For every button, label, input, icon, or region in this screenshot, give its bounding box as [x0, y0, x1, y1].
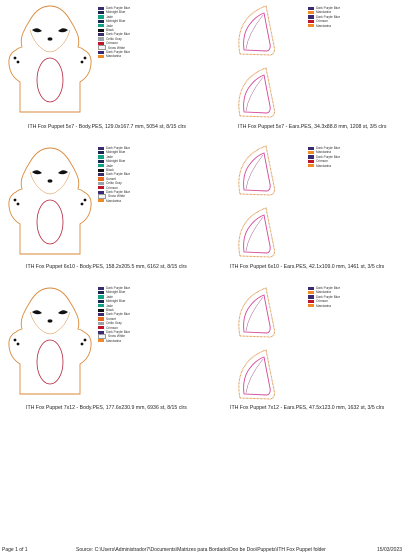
color-swatch	[98, 37, 104, 40]
color-name: Dark Purple Blue	[106, 49, 131, 54]
right-eye-icon	[58, 310, 68, 314]
ears-design-7x12	[228, 282, 308, 412]
color-swatch	[98, 182, 104, 185]
color-name: Midnight Blue	[106, 10, 126, 15]
color-swatch	[98, 304, 104, 307]
color-swatch	[98, 20, 104, 23]
left-eye-icon	[32, 310, 42, 314]
color-swatch	[98, 295, 104, 298]
fox-ears-embroidery	[228, 140, 308, 270]
color-name: Dark Purple Blue	[106, 189, 131, 194]
color-swatch	[98, 151, 104, 154]
color-name: Celtic Gray	[106, 321, 122, 326]
color-swatch	[98, 169, 104, 172]
color-name: Black	[106, 167, 114, 172]
paw-pad-icon	[84, 199, 87, 202]
color-swatch	[308, 300, 314, 303]
color-swatch	[98, 51, 104, 54]
color-swatch	[98, 317, 104, 320]
color-swatch	[98, 15, 104, 18]
color-swatch	[98, 173, 104, 176]
paw-pad-icon	[14, 199, 17, 202]
color-name: Dark Purple Blue	[316, 14, 341, 19]
left-eye-icon	[32, 170, 42, 174]
print-date: 15/03/2023	[377, 547, 403, 553]
face-mask-line	[30, 312, 70, 334]
bottom-ear-inner-outline	[244, 357, 271, 395]
legend-item	[98, 150, 130, 154]
bottom-ear-stitch-line	[246, 217, 263, 251]
color-swatch	[98, 164, 104, 167]
bottom-ear-inner-outline	[244, 75, 271, 113]
bottom-ear-stitch-line	[246, 77, 263, 111]
paw-pad-icon	[14, 339, 17, 342]
color-swatch	[308, 20, 314, 23]
legend-item	[98, 339, 130, 343]
legend-item	[308, 304, 340, 308]
caption-ears-7x12: ITH Fox Puppet 7x12 - Ears.PES, 47.5x123.0 mm, 1632 st, 3/5 clrs	[230, 405, 385, 411]
color-name: Midnight Blue	[106, 299, 126, 304]
color-name: Crimson	[316, 19, 328, 24]
color-name: Dark Purple Blue	[316, 286, 341, 290]
right-eye-icon	[58, 170, 68, 174]
color-name: Celtic Gray	[106, 181, 122, 186]
color-swatch	[308, 11, 314, 14]
color-name: Mandarina	[316, 150, 332, 155]
color-name: Crimson	[316, 299, 328, 304]
paw-pad-icon	[81, 61, 84, 64]
legend-item	[308, 24, 340, 28]
top-ear-stitch-line	[246, 297, 263, 331]
color-swatch	[308, 15, 314, 18]
fox-body-embroidery	[0, 142, 100, 257]
color-name: Dark Purple Blue	[106, 286, 131, 290]
color-name: Dark Purple Blue	[316, 294, 341, 299]
color-name: Black	[106, 307, 114, 312]
ears-design-6x10	[228, 140, 308, 270]
legend-item	[98, 290, 130, 294]
color-name: Jade	[106, 154, 113, 159]
color-name: Celtic Gray	[106, 36, 122, 41]
color-name: Snow White	[108, 194, 126, 199]
color-swatch	[98, 339, 104, 342]
bottom-ear-stitch-line	[246, 359, 263, 393]
fox-body-embroidery	[0, 282, 100, 397]
color-swatch	[98, 287, 104, 290]
color-name: Dark Purple Blue	[316, 154, 341, 159]
paw-pad-icon	[84, 57, 87, 60]
paw-pad-icon	[17, 61, 20, 64]
paw-pad-icon	[84, 339, 87, 342]
color-swatch	[98, 322, 104, 325]
top-ear-inner-outline	[244, 153, 271, 191]
legend-item	[98, 19, 130, 23]
caption-ears-6x10: ITH Fox Puppet 6x10 - Ears.PES, 42.1x109.0 mm, 1461 st, 3/5 clrs	[230, 264, 385, 270]
color-name: Mandarina	[316, 303, 332, 308]
color-legend-ears-5x7	[308, 6, 340, 28]
belly-outline	[37, 58, 63, 102]
color-swatch	[98, 29, 104, 32]
paw-pad-icon	[81, 343, 84, 346]
color-name: Sunset	[106, 176, 116, 181]
puppet-outline	[9, 6, 91, 112]
legend-item	[98, 299, 130, 303]
color-legend-body-6x10	[98, 146, 130, 203]
page-number: Page 1 of 1	[2, 547, 28, 553]
color-swatch	[98, 186, 104, 189]
color-name: Midnight Blue	[106, 150, 126, 155]
color-swatch	[308, 155, 314, 158]
nose-icon	[48, 37, 53, 40]
puppet-outline	[9, 148, 91, 254]
color-name: Midnight Blue	[106, 159, 126, 164]
legend-item	[98, 54, 130, 58]
color-name: Mandarina	[106, 338, 122, 343]
color-name: Sunset	[106, 316, 116, 321]
color-name: Dark Purple Blue	[106, 146, 131, 150]
color-name: Midnight Blue	[106, 290, 126, 295]
caption-body-7x12: ITH Fox Puppet 7x12 - Body.PES, 177.6x230.9 mm, 6936 st, 8/15 clrs	[26, 405, 187, 411]
color-name: Dark Purple Blue	[106, 32, 131, 37]
color-name: Jade	[106, 163, 113, 168]
color-swatch	[308, 24, 314, 27]
color-swatch	[308, 295, 314, 298]
color-legend-body-7x12	[98, 286, 130, 343]
color-name: Mandarina	[106, 198, 122, 203]
top-ear-inner-outline	[244, 13, 271, 51]
color-swatch	[308, 287, 314, 290]
color-swatch	[98, 11, 104, 14]
color-name: Dark Purple Blue	[316, 6, 341, 10]
fox-ears-embroidery	[228, 0, 308, 130]
color-name: Mandarina	[316, 163, 332, 168]
color-name: Snow White	[108, 334, 126, 339]
color-swatch	[98, 291, 104, 294]
belly-outline	[37, 200, 63, 244]
color-swatch	[308, 291, 314, 294]
caption-body-6x10: ITH Fox Puppet 6x10 - Body.PES, 158.2x205.5 mm, 6162 st, 8/15 clrs	[26, 264, 187, 270]
color-swatch	[98, 199, 104, 202]
color-name: Crimson	[106, 325, 118, 330]
color-swatch	[308, 7, 314, 10]
color-name: Mandarina	[316, 23, 332, 28]
top-ear-stitch-line	[246, 155, 263, 189]
color-legend-ears-7x12	[308, 286, 340, 308]
top-ear-inner-outline	[244, 295, 271, 333]
right-eye-icon	[58, 28, 68, 32]
body-design-5x7	[0, 0, 100, 115]
color-swatch	[98, 326, 104, 329]
color-name: Jade	[106, 294, 113, 299]
color-swatch	[98, 55, 104, 58]
belly-outline	[37, 340, 63, 384]
caption-body-5x7: ITH Fox Puppet 5x7 - Body.PES, 129.0x167.7 mm, 5054 st, 8/15 clrs	[28, 124, 186, 130]
color-swatch	[308, 160, 314, 163]
color-swatch	[98, 155, 104, 158]
color-name: Dark Purple Blue	[106, 6, 131, 10]
color-name: Midnight Blue	[106, 19, 126, 24]
legend-item	[308, 164, 340, 168]
color-name: Crimson	[106, 41, 118, 46]
face-mask-line	[30, 172, 70, 194]
color-swatch	[98, 177, 104, 180]
legend-item	[98, 159, 130, 163]
color-name: Black	[106, 27, 114, 32]
color-legend-ears-6x10	[308, 146, 340, 168]
color-swatch	[98, 309, 104, 312]
source-path: Source: C:\Users\Administrador7\Documents\Matrizes para Bordado\Doo be Doo\Puppets\ITH Fox Puppet folder	[76, 547, 326, 553]
paw-pad-icon	[17, 343, 20, 346]
color-name: Dark Purple Blue	[316, 146, 341, 150]
color-swatch	[98, 160, 104, 163]
color-name: Mandarina	[106, 54, 122, 59]
nose-icon	[48, 179, 53, 182]
puppet-outline	[9, 288, 91, 394]
legend-item	[98, 10, 130, 14]
face-mask-line	[30, 30, 70, 52]
color-name: Jade	[106, 14, 113, 19]
paw-pad-icon	[17, 203, 20, 206]
color-swatch	[98, 24, 104, 27]
paw-pad-icon	[81, 203, 84, 206]
color-name: Dark Purple Blue	[106, 329, 131, 334]
body-design-7x12	[0, 282, 100, 397]
color-swatch	[98, 300, 104, 303]
nose-icon	[48, 319, 53, 322]
color-name: Crimson	[316, 159, 328, 164]
caption-ears-5x7: ITH Fox Puppet 5x7 - Ears.PES, 34.3x88.8 mm, 1208 st, 3/5 clrs	[238, 124, 387, 130]
color-name: Snow White	[108, 45, 126, 50]
paw-pad-icon	[14, 57, 17, 60]
color-swatch	[98, 313, 104, 316]
ears-design-5x7	[228, 0, 308, 130]
fox-ears-embroidery	[228, 282, 308, 412]
top-ear-stitch-line	[246, 15, 263, 49]
color-swatch	[98, 33, 104, 36]
color-name: Mandarina	[316, 10, 332, 15]
body-design-6x10	[0, 142, 100, 257]
color-name: Jade	[106, 303, 113, 308]
color-swatch	[308, 147, 314, 150]
color-name: Dark Purple Blue	[106, 312, 131, 317]
color-swatch	[308, 151, 314, 154]
color-swatch	[98, 7, 104, 10]
color-swatch	[308, 304, 314, 307]
legend-item	[98, 199, 130, 203]
left-eye-icon	[32, 28, 42, 32]
bottom-ear-inner-outline	[244, 215, 271, 253]
color-name: Dark Purple Blue	[106, 172, 131, 177]
color-swatch	[308, 164, 314, 167]
color-legend-body-5x7	[98, 6, 130, 59]
fox-body-embroidery	[0, 0, 100, 115]
color-name: Jade	[106, 23, 113, 28]
color-name: Mandarina	[316, 290, 332, 295]
color-name: Crimson	[106, 185, 118, 190]
color-swatch	[98, 147, 104, 150]
